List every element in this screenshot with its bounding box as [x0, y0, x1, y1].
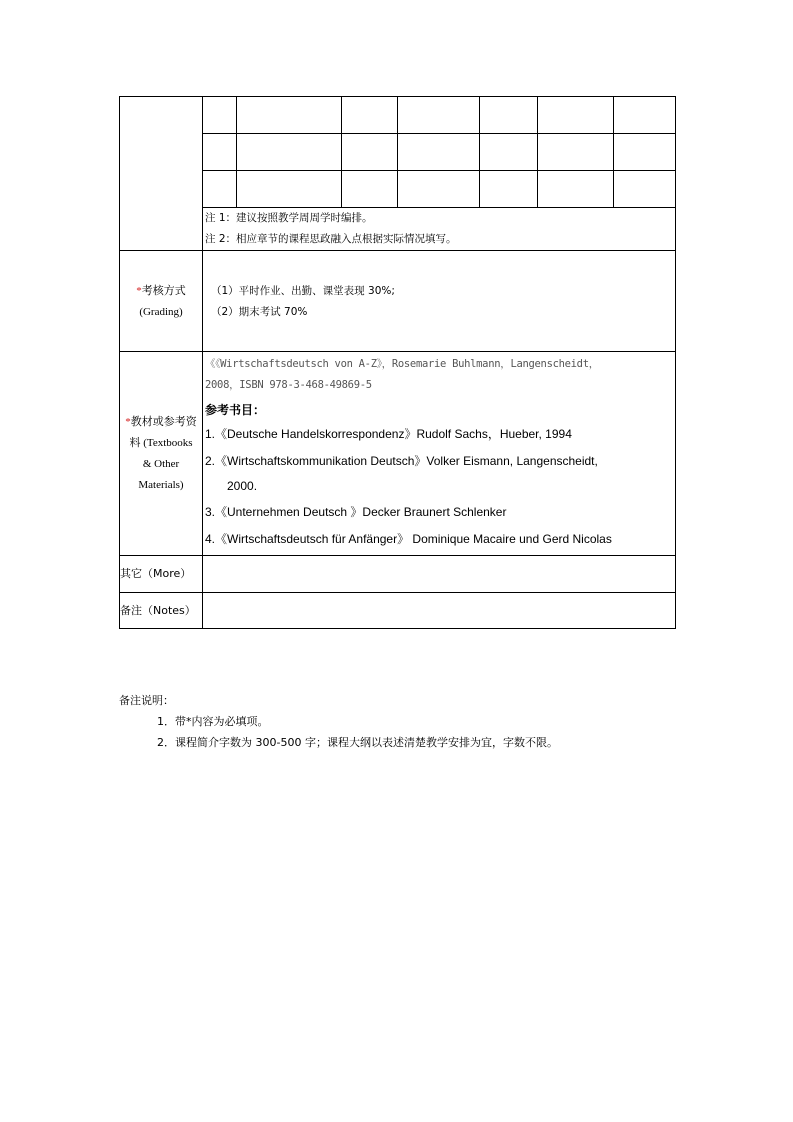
grading-label-cn: 考核方式 [141, 283, 186, 297]
grid-cell[interactable] [397, 97, 479, 134]
footer-line-2: 2．课程简介字数为 300-500 字；课程大纲以表述清楚教学安排为宜，字数不限。 [157, 736, 558, 749]
grid-cell[interactable] [479, 171, 537, 208]
materials-label-en1: & Other [142, 458, 180, 470]
materials-label-cn2: 料 (Textbooks [129, 437, 193, 449]
schedule-grid-row [203, 134, 676, 171]
grid-cell[interactable] [236, 171, 341, 208]
footer-remarks [119, 690, 558, 753]
schedule-note-2: 注 2：相应章节的课程思政融入点根据实际情况填写。 [205, 233, 457, 245]
grid-cell[interactable] [479, 97, 537, 134]
schedule-notes [203, 208, 675, 250]
reference-heading: 参考书目： [205, 403, 266, 417]
grading-item-2: （2）期末考试 70% [211, 306, 308, 318]
materials-label [120, 352, 203, 556]
schedule-label-cell [120, 97, 203, 251]
grid-cell[interactable] [397, 134, 479, 171]
reference-item [205, 448, 675, 499]
grid-cell[interactable] [203, 171, 236, 208]
required-star: * [125, 416, 131, 428]
materials-row [120, 352, 676, 556]
grid-cell[interactable] [613, 171, 676, 208]
grid-cell[interactable] [537, 171, 613, 208]
schedule-row [120, 97, 676, 251]
materials-content[interactable] [203, 352, 676, 556]
textbook-line-1: 《《Wirtschaftsdeutsch von A-Z》，Rosemarie Buhlmann，Langenscheidt， [205, 358, 599, 370]
reference-item: 3.《Unternehmen Deutsch 》Decker Braunert Schlenker [205, 505, 507, 519]
schedule-grid-row [203, 171, 676, 208]
grading-content[interactable] [203, 251, 676, 352]
grid-cell[interactable] [397, 171, 479, 208]
grid-cell[interactable] [537, 97, 613, 134]
notes-row [120, 593, 676, 629]
textbook-line-2: 2008，ISBN 978-3-468-49869-5 [205, 379, 372, 391]
grading-label [120, 251, 203, 352]
grid-cell[interactable] [203, 134, 236, 171]
grading-item-1: （1）平时作业、出勤、课堂表现 30%; [211, 285, 395, 297]
materials-label-en2: Materials) [138, 479, 184, 491]
grid-cell[interactable] [203, 97, 236, 134]
grid-cell[interactable] [537, 134, 613, 171]
notes-content[interactable] [203, 593, 676, 629]
grid-cell[interactable] [236, 97, 341, 134]
schedule-grid [203, 97, 676, 208]
schedule-content-cell [203, 97, 676, 251]
grid-cell[interactable] [341, 171, 397, 208]
grid-cell[interactable] [341, 97, 397, 134]
more-row [120, 556, 676, 593]
footer-title: 备注说明： [119, 694, 174, 707]
grading-label-en: (Grading) [139, 305, 183, 318]
materials-label-cn: 教材或参考资 [130, 415, 197, 428]
grading-row [120, 251, 676, 352]
grid-cell[interactable] [613, 97, 676, 134]
schedule-note-1: 注 1：建议按照教学周周学时编排。 [205, 212, 373, 224]
grid-cell[interactable] [236, 134, 341, 171]
schedule-grid-row [203, 97, 676, 134]
reference-item: 4.《Wirtschaftsdeutsch für Anfänger》 Dominique Macaire und Gerd Nicolas [205, 532, 612, 546]
syllabus-table [119, 96, 676, 629]
grid-cell[interactable] [341, 134, 397, 171]
more-label: 其它（More） [120, 556, 203, 593]
footer-line-1: 1．带*内容为必填项。 [157, 715, 269, 728]
reference-item: 1.《Deutsche Handelskorrespondenz》Rudolf Sachs，Hueber, 1994 [205, 427, 572, 441]
more-content[interactable] [203, 556, 676, 593]
reference-item-continuation: 2000. [227, 479, 258, 493]
required-star: * [136, 284, 142, 297]
notes-label: 备注（Notes） [120, 593, 203, 629]
reference-item-text: 2.《Wirtschaftskommunikation Deutsch》Volker Eismann, Langenscheidt, [205, 454, 598, 468]
grid-cell[interactable] [479, 134, 537, 171]
grid-cell[interactable] [613, 134, 676, 171]
